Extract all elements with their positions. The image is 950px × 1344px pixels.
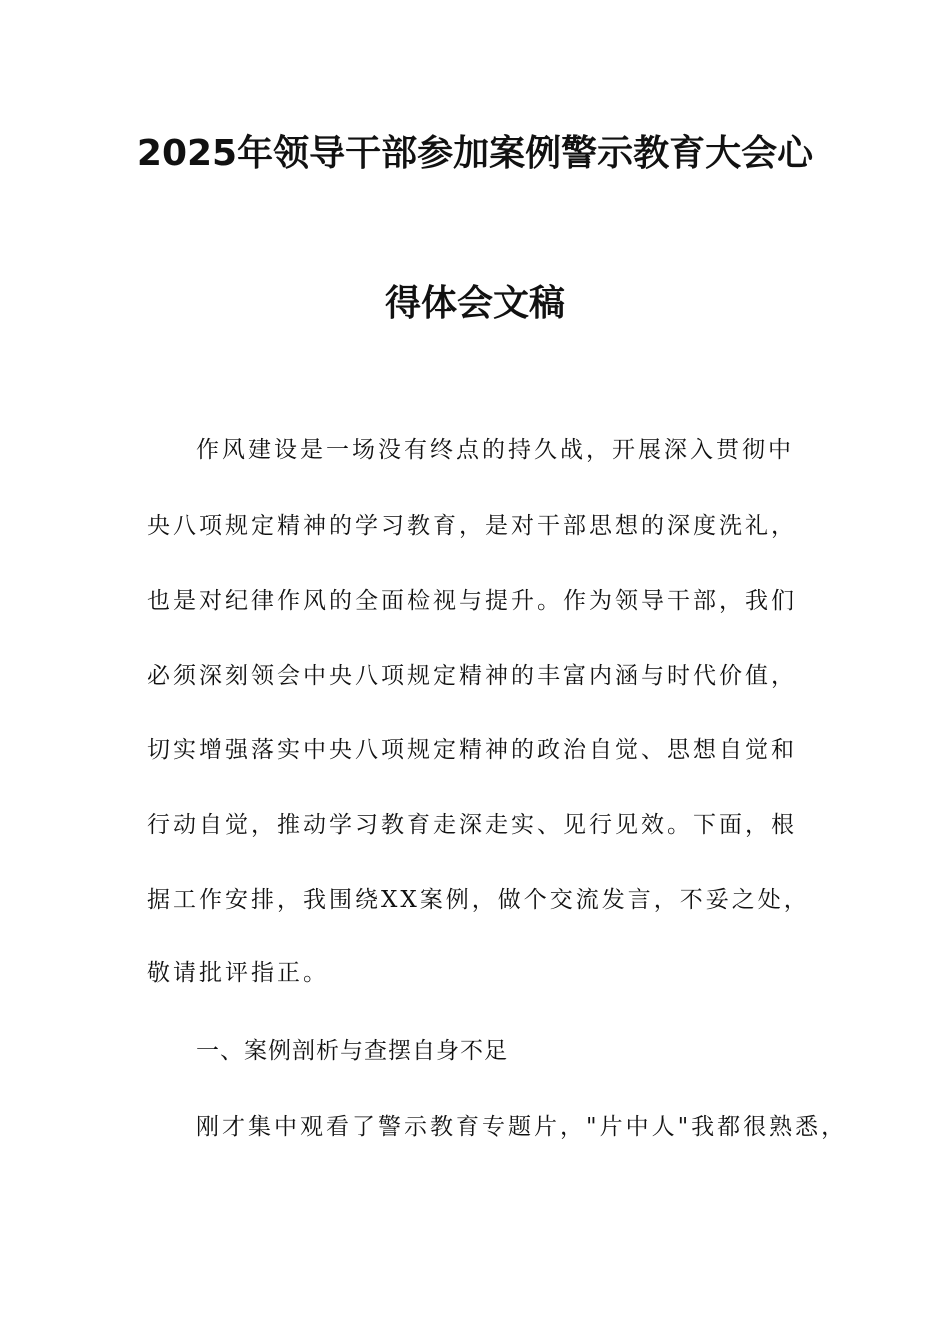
paragraph-line: 刚才集中观看了警示教育专题片，"片中人"我都很熟悉，: [196, 1114, 848, 1140]
paragraph-line: 行动自觉，推动学习教育走深走实、见行见效。下面，根: [147, 812, 797, 838]
paragraph-line: 央八项规定精神的学习教育，是对干部思想的深度洗礼，: [147, 513, 797, 539]
paragraph-line: 据工作安排，我围绕XX案例，做个交流发言，不妥之处，: [147, 887, 810, 913]
paragraph-line: 作风建设是一场没有终点的持久战，开展深入贯彻中: [196, 437, 794, 463]
section-heading: 一、案例剖析与查摆自身不足: [196, 1038, 508, 1064]
paragraph-line: 切实增强落实中央八项规定精神的政治自觉、思想自觉和: [147, 737, 797, 763]
document-title-line-1: 2025年领导干部参加案例警示教育大会心: [136, 133, 814, 174]
paragraph-line: 也是对纪律作风的全面检视与提升。作为领导干部，我们: [147, 588, 797, 614]
paragraph-line: 敬请批评指正。: [147, 960, 329, 986]
paragraph-line: 必须深刻领会中央八项规定精神的丰富内涵与时代价值，: [147, 663, 797, 689]
document-title-line-2: 得体会文稿: [384, 283, 565, 324]
